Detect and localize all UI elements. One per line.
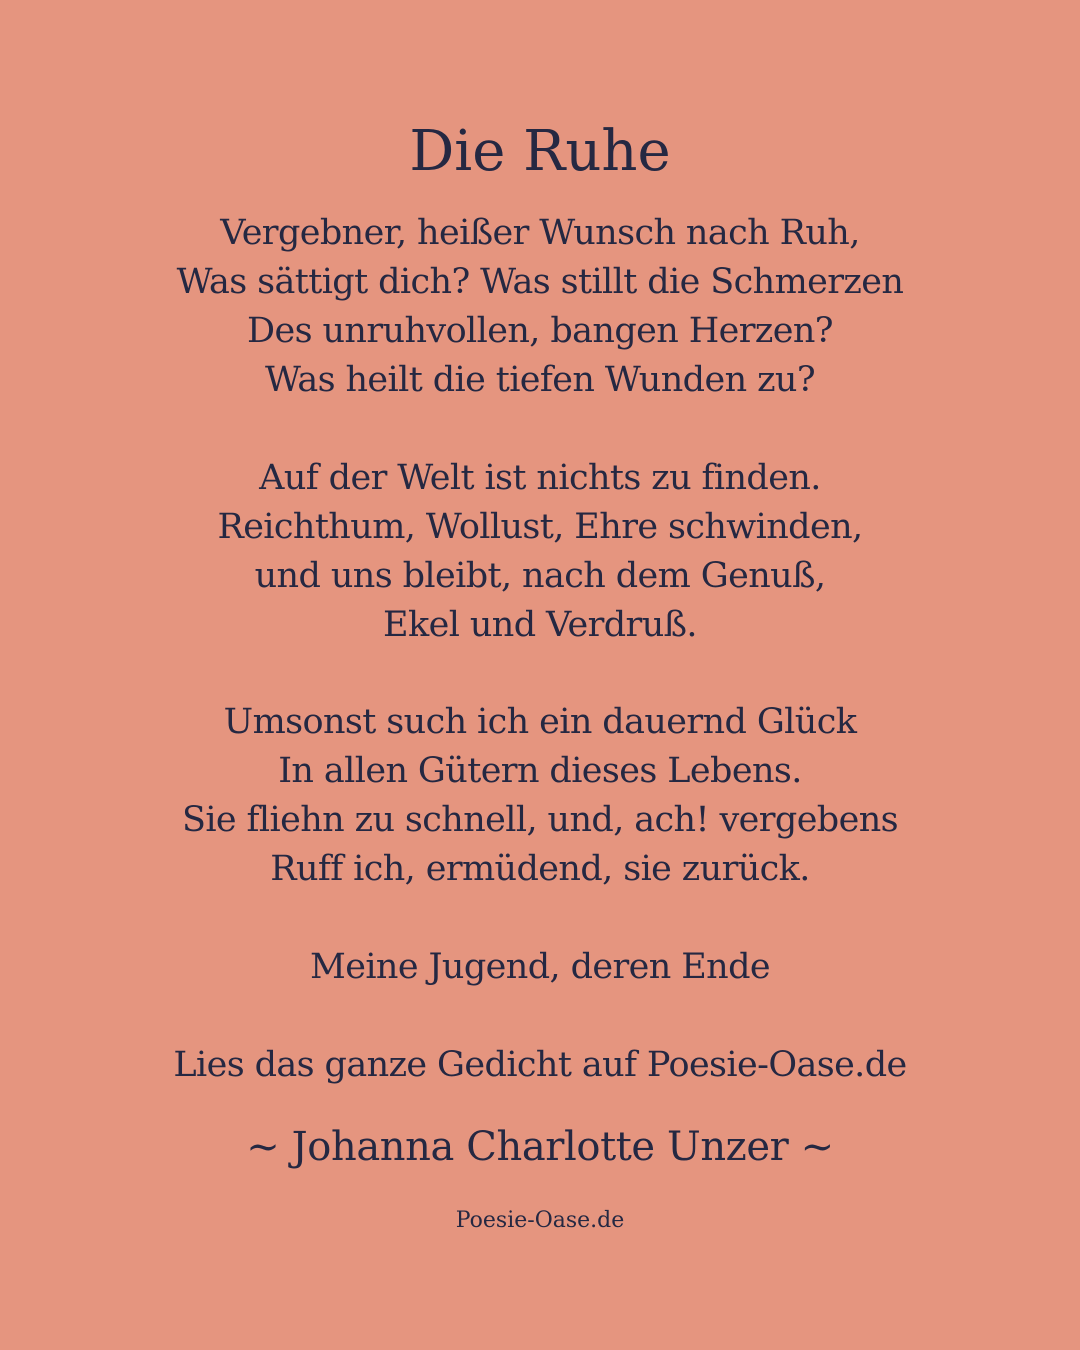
verse-line: Vergebner, heißer Wunsch nach Ruh, [220, 213, 860, 253]
verse-line: Was sättigt dich? Was stillt die Schmerzen [176, 262, 904, 302]
verse-line: Reichthum, Wollust, Ehre schwinden, [217, 507, 863, 547]
verse-line: Ruff ich, ermüdend, sie zurück. [270, 849, 810, 889]
verse-line: Auf der Welt ist nichts zu finden. [259, 458, 821, 498]
read-more-text: Lies das ganze Gedicht auf Poesie-Oase.de [173, 1045, 907, 1085]
author-name: ~ Johanna Charlotte Unzer ~ [246, 1124, 834, 1170]
verse-line: Meine Jugend, deren Ende [309, 947, 771, 987]
verse-line: Sie fliehn zu schnell, und, ach! vergebens [181, 800, 899, 840]
verse-line: Was heilt die tiefen Wunden zu? [264, 360, 816, 400]
verse-line: Ekel und Verdruß. [383, 605, 697, 645]
verse-line: und uns bleibt, nach dem Genuß, [254, 556, 826, 596]
brand-name: Poesie-Oase.de [455, 1208, 625, 1233]
verse-line: Umsonst such ich ein dauernd Glück [223, 702, 857, 742]
verse-line: In allen Gütern dieses Lebens. [278, 751, 802, 791]
verse-line: Des unruhvollen, bangen Herzen? [247, 311, 833, 351]
poem-title: Die Ruhe [409, 119, 671, 184]
